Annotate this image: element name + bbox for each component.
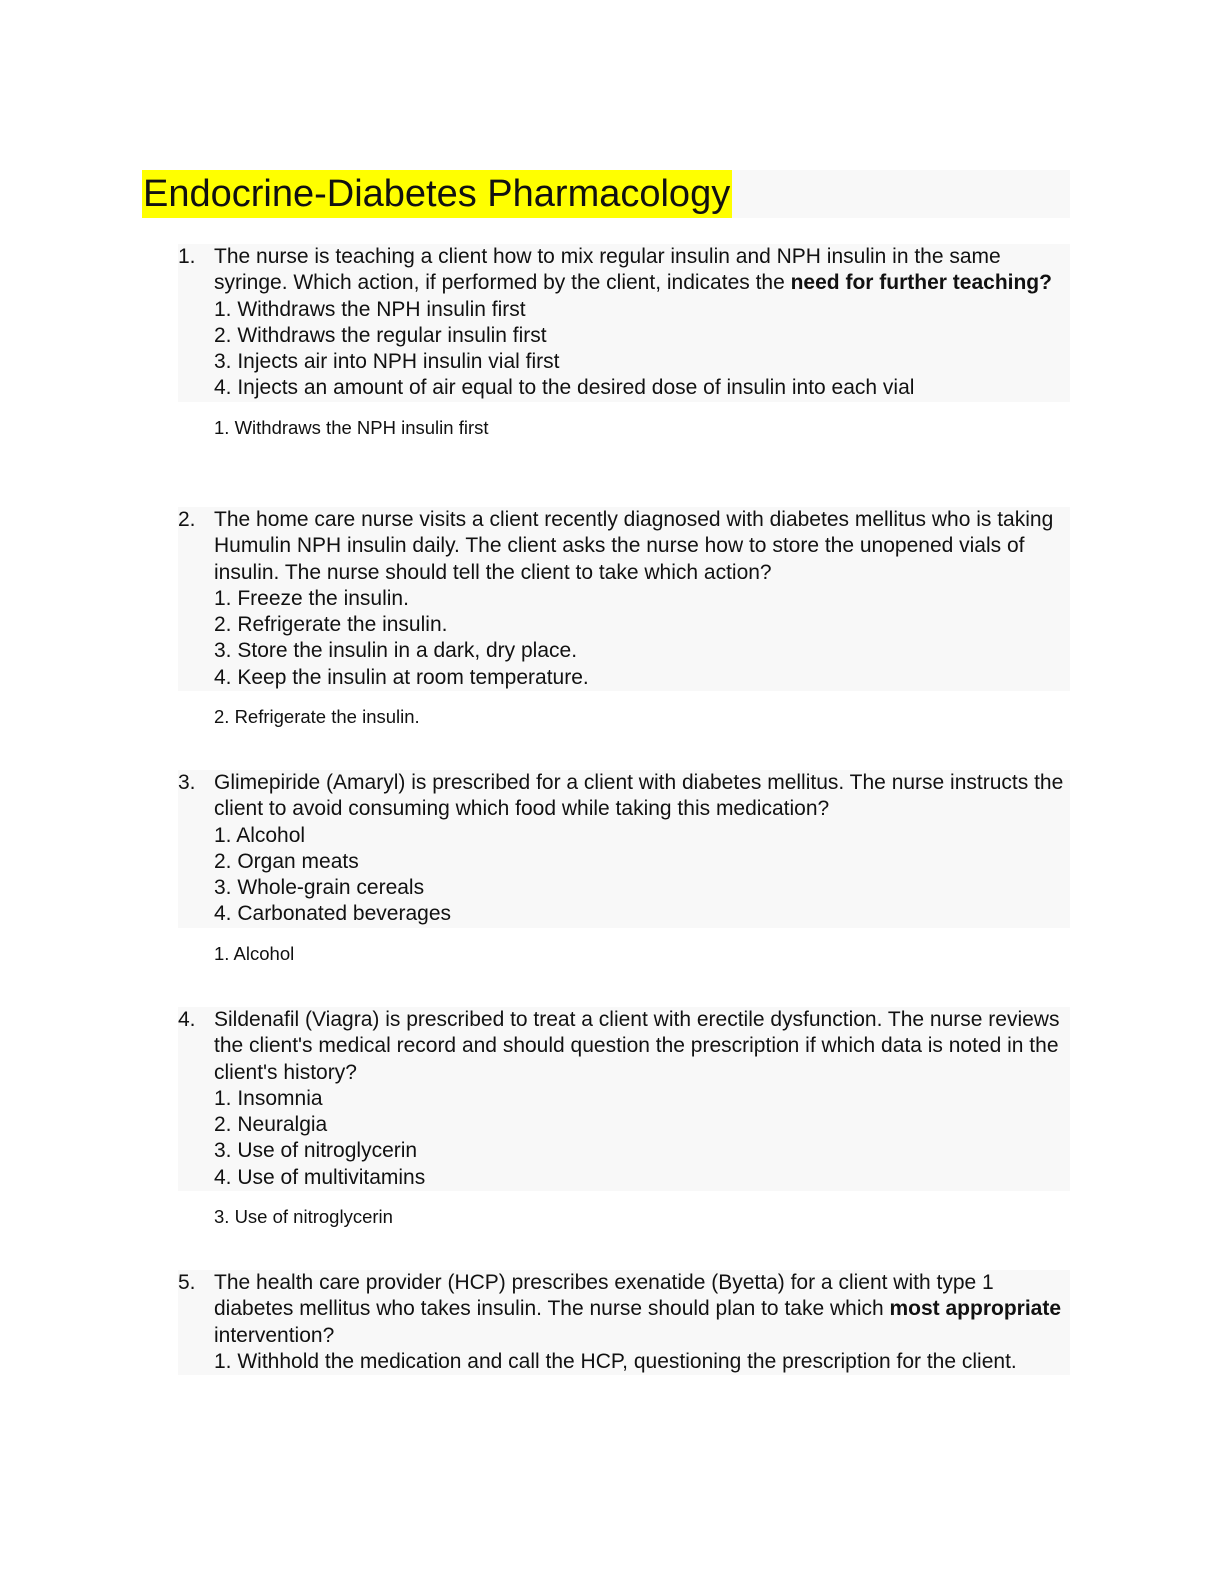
question-2 <box>178 507 1070 730</box>
question-4-panel <box>178 1007 1070 1191</box>
question-4-option-4: 4. Use of multivitamins <box>214 1165 426 1189</box>
question-1-option-1: 1. Withdraws the NPH insulin first <box>214 297 526 321</box>
question-3-option-4: 4. Carbonated beverages <box>214 902 451 926</box>
question-5-text-end: intervention? <box>214 1323 335 1347</box>
question-2-panel <box>178 507 1070 691</box>
question-3-option-2: 2. Organ meats <box>214 849 359 873</box>
question-5 <box>178 1270 1070 1375</box>
question-4-answer: 3. Use of nitroglycerin <box>214 1206 393 1228</box>
question-1 <box>178 244 1070 441</box>
question-5-number: 5. <box>178 1271 196 1294</box>
question-2-answer: 2. Refrigerate the insulin. <box>214 706 420 728</box>
question-3-number: 3. <box>178 771 196 794</box>
question-3-option-1: 1. Alcohol <box>214 823 306 847</box>
question-3-answer: 1. Alcohol <box>214 942 295 964</box>
question-2-body <box>214 507 1066 691</box>
question-1-option-3: 3. Injects air into NPH insulin vial first <box>214 350 560 374</box>
question-3-option-3: 3. Whole-grain cereals <box>214 876 425 900</box>
question-5-option-1: 1. Withhold the medication and call the HCP, questioning the prescription for the client. <box>214 1349 1017 1373</box>
question-1-option-4: 4. Injects an amount of air equal to the desired dose of insulin into each vial <box>214 376 915 400</box>
question-2-option-4: 4. Keep the insulin at room temperature. <box>214 665 589 689</box>
question-4-option-2: 2. Neuralgia <box>214 1113 328 1137</box>
question-1-emphasis: need for further teaching? <box>790 271 1052 295</box>
question-5-text: The health care provider (HCP) prescribes exenatide (Byetta) for a client with type 1 diabetes mellitus who takes insulin. The nurse should plan to take which <box>214 1271 994 1321</box>
question-2-text: The home care nurse visits a client recently diagnosed with diabetes mellitus who is taking Humulin NPH insulin daily. The client asks the nurse how to store the unopened vials of insulin. The nurse should tell the client to take which action? <box>214 508 1054 584</box>
question-1-panel <box>178 244 1070 402</box>
question-1-text: The nurse is teaching a client how to mix regular insulin and NPH insulin in the same syringe. Which action, if performed by the client, indicates the <box>214 245 1001 295</box>
question-1-body <box>214 244 1066 402</box>
question-2-number: 2. <box>178 508 196 531</box>
question-5-emphasis: most appropriate <box>889 1297 1062 1321</box>
question-3 <box>178 770 1070 967</box>
question-1-option-2: 2. Withdraws the regular insulin first <box>214 323 547 347</box>
question-4-option-3: 3. Use of nitroglycerin <box>214 1139 418 1163</box>
question-2-option-1: 1. Freeze the insulin. <box>214 586 409 610</box>
question-4 <box>178 1007 1070 1230</box>
question-3-body <box>214 770 1066 928</box>
question-5-panel <box>178 1270 1070 1375</box>
question-3-text: Glimepiride (Amaryl) is prescribed for a client with diabetes mellitus. The nurse instructs the client to avoid consuming which food while taking this medication? <box>214 771 1064 821</box>
question-4-text: Sildenafil (Viagra) is prescribed to treat a client with erectile dysfunction. The nurse reviews the client's medical record and should question the prescription if which data is noted in the client's history? <box>214 1008 1060 1084</box>
question-3-panel <box>178 770 1070 928</box>
question-2-option-2: 2. Refrigerate the insulin. <box>214 613 448 637</box>
question-5-body <box>214 1270 1066 1375</box>
question-1-answer: 1. Withdraws the NPH insulin first <box>214 416 489 438</box>
question-4-body <box>214 1007 1066 1191</box>
question-2-option-3: 3. Store the insulin in a dark, dry place. <box>214 639 578 663</box>
question-4-number: 4. <box>178 1008 196 1031</box>
question-1-number: 1. <box>178 245 196 268</box>
document-title: Endocrine-Diabetes Pharmacology <box>142 170 732 218</box>
question-4-option-1: 1. Insomnia <box>214 1086 323 1110</box>
